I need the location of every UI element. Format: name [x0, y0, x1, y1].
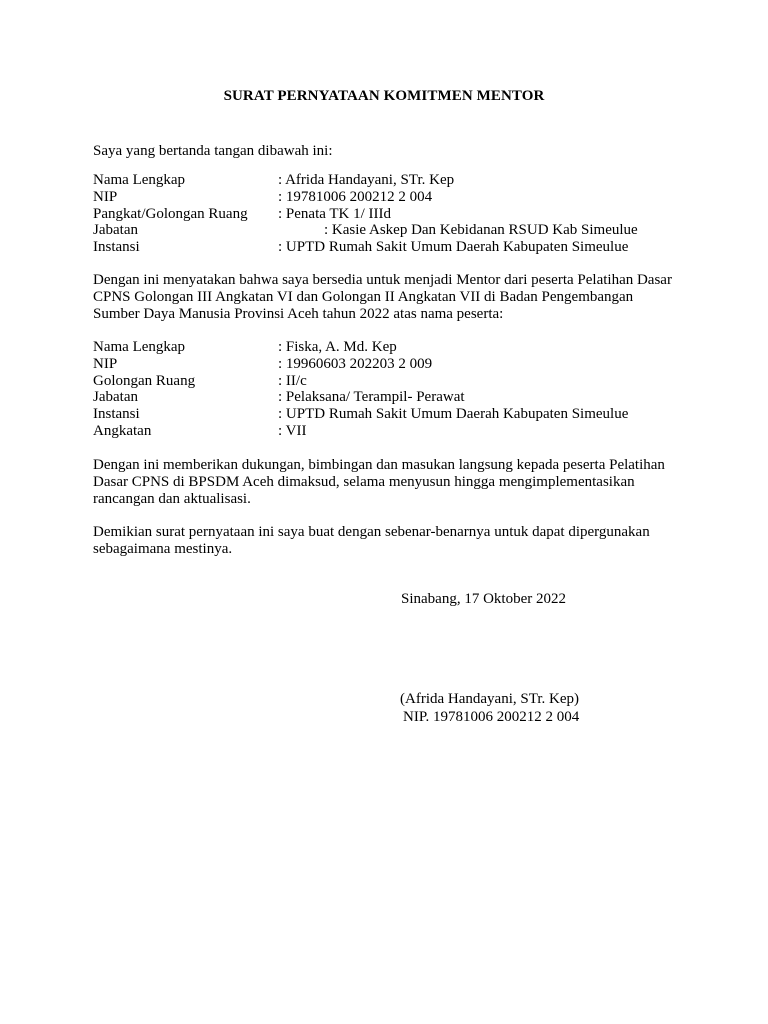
field-value: : UPTD Rumah Sakit Umum Daerah Kabupaten Simeulue: [278, 239, 629, 256]
field-label: Instansi: [93, 239, 140, 256]
field-value: : II/c: [278, 372, 307, 389]
document-title: SURAT PERNYATAAN KOMITMEN MENTOR: [223, 88, 545, 104]
mentor-field-row: [93, 239, 693, 256]
participant-field-row: [93, 423, 693, 440]
field-label: NIP: [93, 188, 118, 205]
participant-field-row: [93, 339, 693, 356]
mentor-field-row: [93, 222, 693, 239]
field-label: Angkatan: [93, 422, 152, 439]
field-label: Golongan Ruang: [93, 372, 196, 389]
mentor-field-row: [93, 189, 693, 206]
field-value: : Pelaksana/ Terampil- Perawat: [278, 389, 465, 406]
field-label: Nama Lengkap: [93, 339, 186, 355]
field-value: : 19781006 200212 2 004: [278, 188, 433, 205]
signatory-name: (Afrida Handayani, STr. Kep): [400, 691, 579, 707]
participant-field-row: [93, 389, 693, 406]
field-value: : VII: [278, 422, 307, 439]
field-value: : 19960603 202203 2 009: [278, 355, 433, 372]
participant-field-row: [93, 406, 693, 423]
intro-text: Saya yang bertanda tangan dibawah ini:: [93, 143, 333, 159]
field-value: : UPTD Rumah Sakit Umum Daerah Kabupaten Simeulue: [278, 406, 629, 423]
field-label: Jabatan: [93, 222, 138, 239]
participant-fields: [93, 339, 693, 440]
field-label: Jabatan: [93, 389, 138, 406]
participant-field-row: [93, 356, 693, 373]
place-date: Sinabang, 17 Oktober 2022: [401, 591, 566, 607]
support-paragraph: Dengan ini memberikan dukungan, bimbingan dan masukan langsung kepada peserta Pelatihan Dasar CPNS di BPSDM Aceh dimaksud, selama menyusun hingga mengimplementasikan rancangan dan aktualisasi.: [93, 457, 665, 507]
field-value: : Fiska, A. Md. Kep: [278, 339, 397, 355]
mentor-fields: [93, 172, 693, 256]
field-label: Instansi: [93, 406, 140, 423]
mentor-field-row: [93, 172, 693, 189]
field-value: : Afrida Handayani, STr. Kep: [278, 172, 455, 188]
field-label: Pangkat/Golongan Ruang: [93, 205, 248, 222]
field-label: NIP: [93, 355, 118, 372]
participant-field-row: [93, 373, 693, 390]
signatory-nip: NIP. 19781006 200212 2 004: [403, 709, 580, 725]
mentor-field-row: [93, 206, 693, 223]
field-label: Nama Lengkap: [93, 172, 186, 188]
field-value: : Penata TK 1/ IIId: [278, 205, 392, 222]
statement-paragraph: Dengan ini menyatakan bahwa saya bersedia untuk menjadi Mentor dari peserta Pelatihan Dasar CPNS Golongan III Angkatan VI dan Golongan II Angkatan VII di Badan Pengembangan Sumber Daya Manusia Provinsi Aceh tahun 2022 atas nama peserta:: [93, 272, 672, 322]
closing-paragraph: Demikian surat pernyataan ini saya buat dengan sebenar-benarnya untuk dapat dipergunakan sebagaimana mestinya.: [93, 524, 650, 557]
field-value: : Kasie Askep Dan Kebidanan RSUD Kab Simeulue: [324, 222, 638, 239]
